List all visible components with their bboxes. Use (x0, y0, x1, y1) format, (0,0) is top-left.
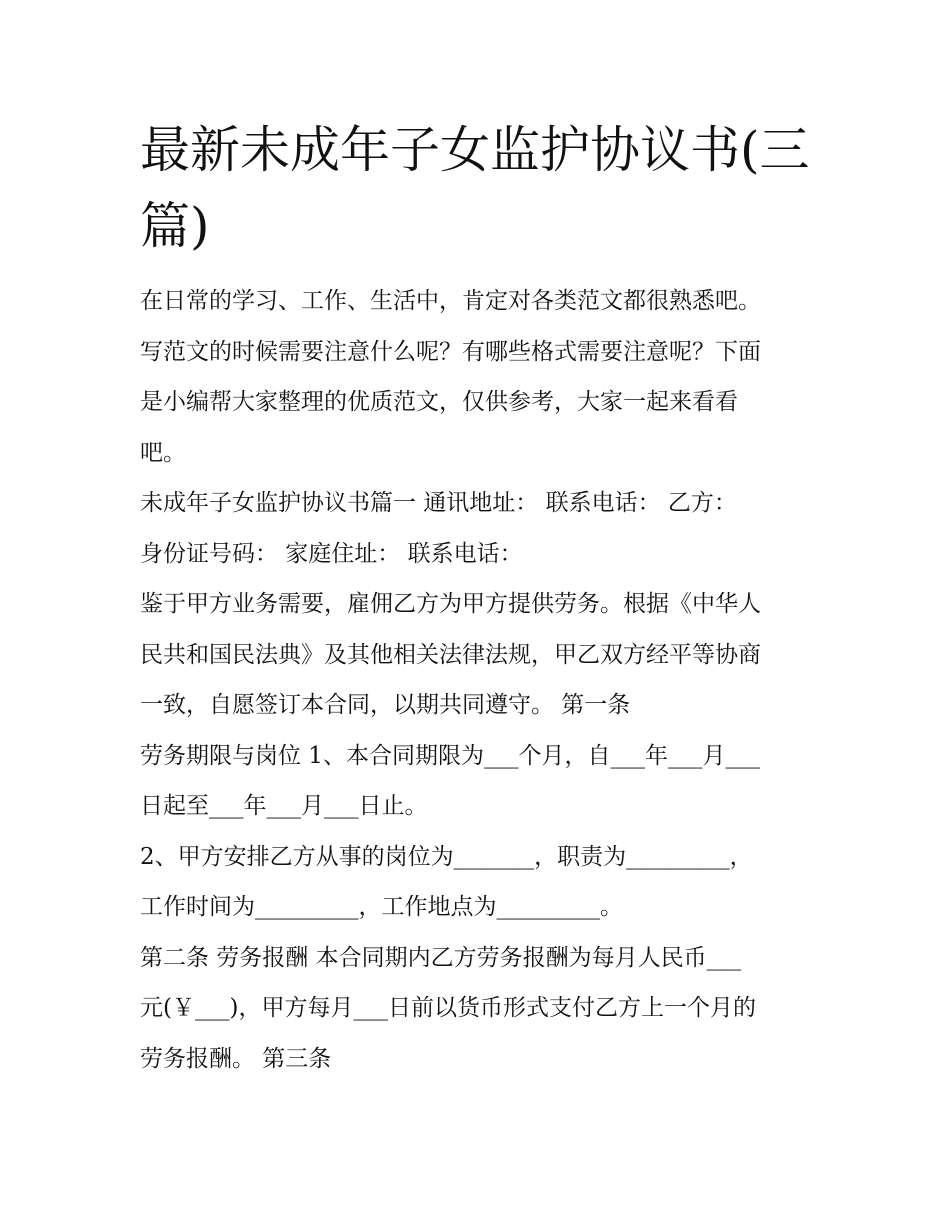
body-line: 日起至___年___月___日止。 (140, 793, 428, 819)
body-line: 在日常的学习、工作、生活中，肯定对各类范文都很熟悉吧。 (140, 288, 761, 314)
body-line: 民共和国民法典》及其他相关法律法规，甲乙双方经平等协商 (140, 641, 761, 668)
body-line: 身份证号码： 家庭住址： 联系电话： (140, 540, 523, 567)
document-title (140, 112, 830, 264)
body-line: 元(￥___)，甲方每月___日前以货币形式支付乙方上一个月的 (140, 995, 756, 1021)
body-line: 一致，自愿签订本合同，以期共同遵守。 第一条 (140, 692, 631, 718)
body-line: 劳务报酬。 第三条 (140, 1045, 332, 1072)
body-line: 鉴于甲方业务需要，雇佣乙方为甲方提供劳务。根据《中华人 (140, 591, 761, 617)
title-line-1: 最新未成年子女监护协议书(三 (140, 121, 810, 179)
document-body (140, 276, 830, 1084)
body-line: 2、甲方安排乙方从事的岗位为_______，职责为_________， (140, 843, 753, 870)
title-line-2: 篇) (140, 197, 210, 255)
body-line: 工作时间为_________，工作地点为_________。 (140, 894, 623, 920)
body-line: 劳务期限与岗位 1、本合同期限为___个月，自___年___月___ (140, 742, 760, 769)
body-line: 吧。 (140, 439, 186, 466)
body-line: 写范文的时候需要注意什么呢？有哪些格式需要注意呢？下面 (140, 338, 761, 365)
body-line: 未成年子女监护协议书篇一 通讯地址： 联系电话： 乙方： (140, 490, 737, 516)
body-line: 第二条 劳务报酬 本合同期内乙方劳务报酬为每月人民币___ (140, 944, 742, 971)
body-line: 是小编帮大家整理的优质范文，仅供参考，大家一起来看看 (140, 389, 738, 415)
